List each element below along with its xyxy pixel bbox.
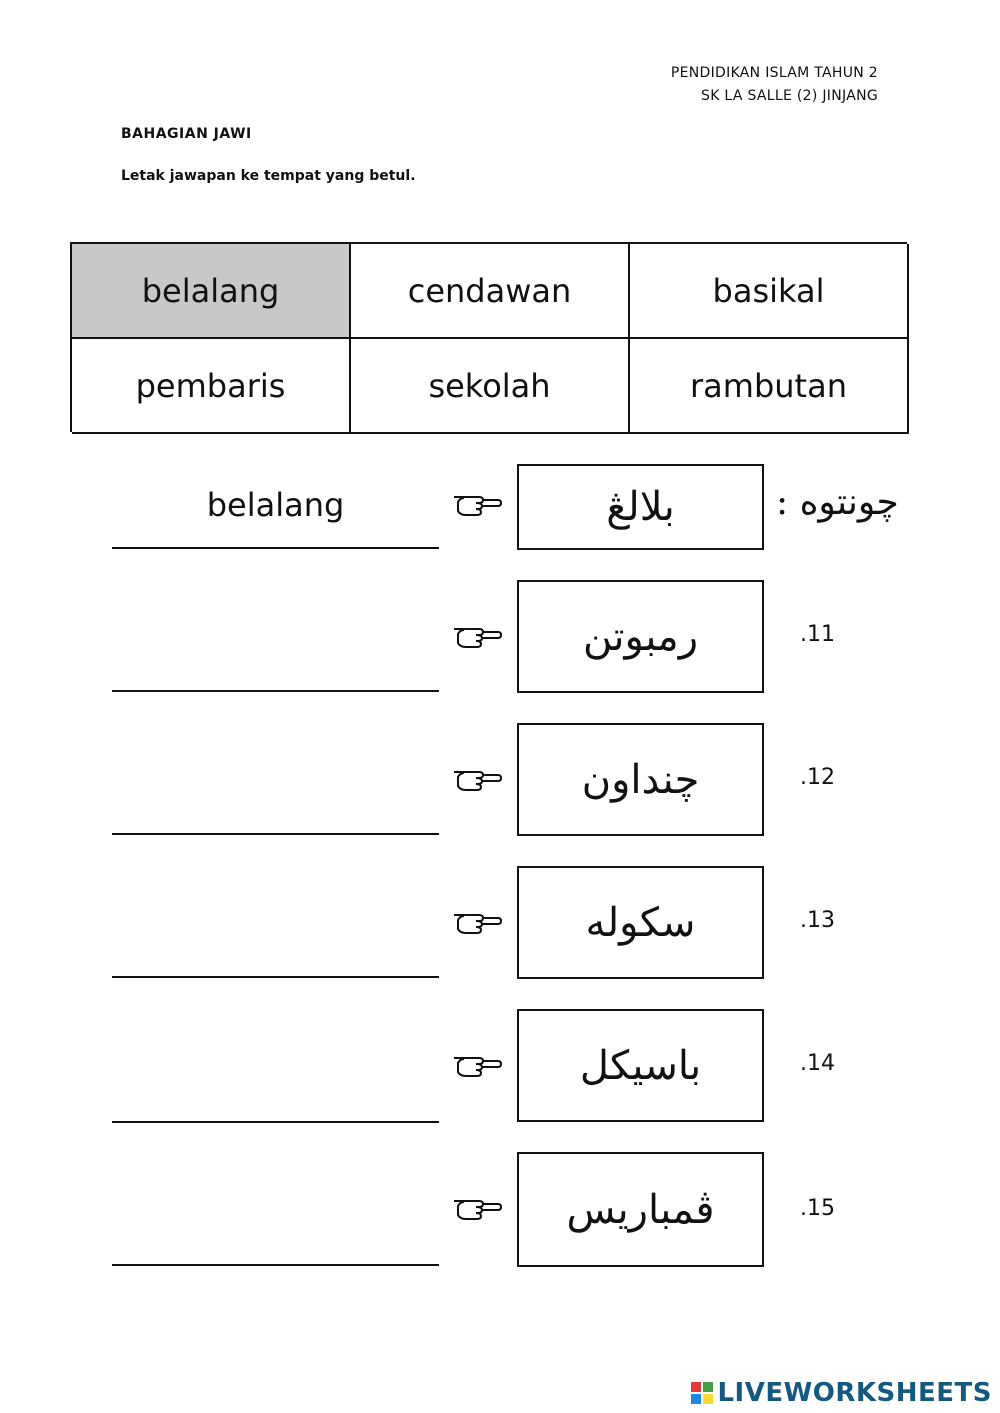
question-row <box>0 1152 1000 1267</box>
logo-square <box>691 1394 701 1404</box>
question-number: .12 <box>800 765 835 790</box>
word-bank-item[interactable]: basikal <box>630 244 909 339</box>
question-row <box>0 723 1000 838</box>
jawi-word-box: بلالڠ <box>517 464 764 550</box>
answer-line <box>112 833 439 835</box>
answer-line <box>112 547 439 549</box>
jawi-word-box: رمبوتن <box>517 580 764 693</box>
liveworksheets-logo-icon <box>691 1382 713 1404</box>
liveworksheets-brand[interactable] <box>691 1378 992 1408</box>
word-bank-item[interactable]: cendawan <box>351 244 630 339</box>
question-number: .15 <box>800 1196 835 1221</box>
word-bank <box>70 242 907 432</box>
word-bank-item[interactable]: pembaris <box>72 339 351 434</box>
answer-line <box>112 1121 439 1123</box>
pointing-hand-icon <box>452 620 502 650</box>
question-number: .14 <box>800 1051 835 1076</box>
question-number: .13 <box>800 908 835 933</box>
pointing-hand-icon <box>452 1049 502 1079</box>
example-label: چونتوه : <box>776 482 899 523</box>
logo-square <box>691 1382 701 1392</box>
jawi-word-box: باسيکل <box>517 1009 764 1122</box>
word-bank-item[interactable]: sekolah <box>351 339 630 434</box>
question-row <box>0 1009 1000 1124</box>
section-title: BAHAGIAN JAWI <box>121 126 252 142</box>
school-header <box>671 62 878 108</box>
jawi-word-box: ڤمباريس <box>517 1152 764 1267</box>
logo-square <box>703 1382 713 1392</box>
pointing-hand-icon <box>452 488 502 518</box>
answer-line <box>112 1264 439 1266</box>
example-answer: belalang <box>206 486 345 524</box>
jawi-word-box: سکوله <box>517 866 764 979</box>
school-line: SK LA SALLE (2) JINJANG <box>701 88 878 104</box>
subject-line: PENDIDIKAN ISLAM TAHUN 2 <box>670 65 878 81</box>
brand-name: LIVEWORKSHEETS <box>717 1378 992 1408</box>
pointing-hand-icon <box>452 1192 502 1222</box>
question-number: .11 <box>800 622 835 647</box>
answer-line <box>112 976 439 978</box>
logo-square <box>703 1394 713 1404</box>
question-row <box>0 580 1000 695</box>
example-row <box>0 464 1000 554</box>
word-bank-item[interactable]: belalang <box>72 244 351 339</box>
pointing-hand-icon <box>452 906 502 936</box>
answer-line <box>112 690 439 692</box>
word-bank-item[interactable]: rambutan <box>630 339 909 434</box>
question-row <box>0 866 1000 981</box>
jawi-word-box: چنداون <box>517 723 764 836</box>
pointing-hand-icon <box>452 763 502 793</box>
instruction-text: Letak jawapan ke tempat yang betul. <box>121 168 416 184</box>
